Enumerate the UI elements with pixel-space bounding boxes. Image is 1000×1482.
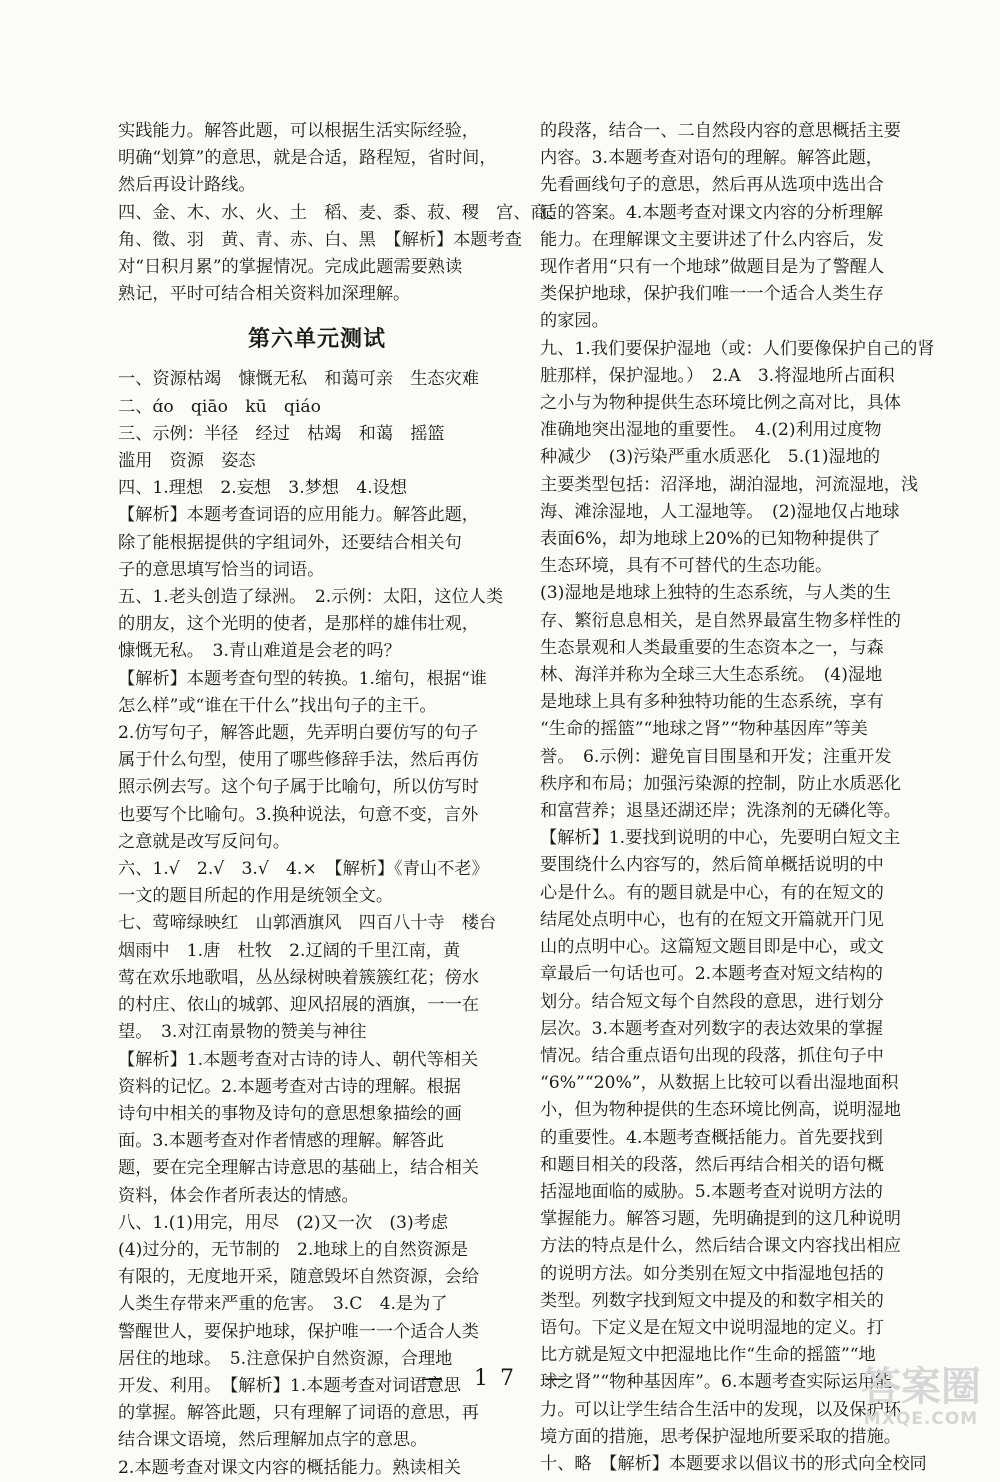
text-line: 准确地突出湿地的重要性。 4.(2)利用过度物 [540,420,882,441]
text-line: 八、1.(1)用完，用尽 (2)又一次 (3)考虑 [118,1212,449,1233]
text-line: 九、1.我们要保护湿地（或：人们要像保护自己的肾 [540,338,935,359]
text-line: 烟雨中 1.唐 杜牧 2.辽阔的千里江南，黄 [118,940,461,961]
text-line: 结尾处点明中心，也有的在短文开篇就开门见 [540,909,884,930]
text-line: 二、ɑ́o qiāo kū qiáo [118,396,321,417]
text-line: 角、徵、羽 黄、青、赤、白、黑 【解析】本题考查 [118,229,522,250]
intro-lines [118,118,516,200]
text-line: 然后再设计路线。 [118,175,256,196]
text-line: 滥用 资源 姿态 [118,451,256,472]
text-line: 脏那样，保护湿地。） 2.A 3.将湿地所占面积 [540,365,895,386]
text-line: 的段落，结合一、二自然段内容的意思概括主要 [540,121,901,141]
text-line: 小，但为物种提供的生态环境比例高，说明湿地 [540,1100,901,1121]
text-line: 警醒世人，要保护地球，保护唯一一个适合人类 [118,1321,479,1342]
text-line: 现作者用“只有一个地球”做题目是为了警醒人 [540,257,885,278]
text-line: 海、滩涂湿地，人工湿地等。 (2)湿地仅占地球 [540,501,900,522]
text-line: 存、繁衍息息相关，是自然界最富生物多样性的 [540,610,901,631]
text-line: 的村庄、依山的城郭、迎风招展的酒旗，一一在 [118,995,479,1016]
text-line: 适的答案。4.本题考查对课文内容的分析理解 [540,202,883,223]
text-line: 类型。列数字找到短文中提及的和数字相关的 [540,1290,884,1311]
text-line: 开发、利用。 【解析】1.本题考查对词语意思 [118,1375,461,1396]
text-line: 的掌握。解答此题，只有理解了词语的意思，再 [118,1403,479,1424]
text-line: (4)过分的，无节制的 2.地球上的自然资源是 [118,1239,469,1260]
text-line: 语句。下定义是在短文中说明湿地的定义。打 [540,1317,884,1338]
text-line: 诗句中相关的事物及诗句的意思想象描绘的画 [118,1103,462,1124]
text-line: 七、莺啼绿映红 山郭酒旗风 四百八十寺 楼台 [118,913,497,934]
text-line: 情况。结合重点语句出现的段落，抓住句子中 [540,1045,884,1066]
text-line: 2.仿写句子，解答此题，先弄明白要仿写的句子 [118,723,479,744]
text-line: 莺在欢乐地歌唱，丛丛绿树映着簇簇红花；傍水 [118,967,479,988]
text-line: 比方就是短文中把湿地比作“生命的摇篮”“地 [540,1345,876,1366]
text-line: 生态景观和人类最重要的生态资本之一，与森 [540,637,884,658]
text-line: 结合课文语境，然后理解加点字的意思。 [118,1430,428,1451]
page-number: — 17 — [421,1366,579,1391]
text-line: 人类生存带来严重的危害。 3.C 4.是为了 [118,1294,448,1315]
text-line: 境方面的措施，思考保护湿地所要采取的措施。 [540,1426,901,1447]
text-line: 居住的地球。 5.注意保护自然资源，合理地 [118,1348,453,1369]
text-line: 和题目相关的段落，然后再结合相关的语句概 [540,1154,884,1175]
text-line: 【解析】1.本题考查对古诗的诗人、朝代等相关 [118,1049,479,1070]
text-line: “6%”“20%”，从数据上比较可以看出湿地面积 [540,1073,899,1094]
text-line: 三、示例：半径 经过 枯竭 和蔼 摇篮 [118,423,445,444]
text-line: 山的点明中心。这篇短文题目即是中心，或文 [540,937,884,958]
text-line: 四、金、木、水、火、土 稻、麦、黍、菽、稷 宫、商、 [118,202,565,223]
text-line: 有限的，无度地开采，随意毁坏自然资源，会给 [118,1267,479,1288]
text-line: 和富营养；退垦还湖还岸；洗涤剂的无磷化等。 [540,801,901,822]
text-line: 也要写个比喻句。3.换种说法，句意不变，言外 [118,804,479,825]
text-line: 能力。在理解课文主要讲述了什么内容后，发 [540,229,884,250]
text-line: 划分。结合短文每个自然段的意思，进行划分 [540,991,884,1012]
text-line: 【解析】本题考查词语的应用能力。解答此题， [118,505,479,526]
text-line: 照示例去写。这个句子属于比喻句，所以仿写时 [118,777,479,798]
text-line: 2.本题考查对课文内容的概括能力。熟读相关 [118,1457,461,1478]
left-column [118,118,565,1482]
text-line: 资料的记忆。2.本题考查对古诗的理解。根据 [118,1076,461,1097]
text-line: 属于什么句型，使用了哪些修辞手法，然后再仿 [118,750,479,771]
text-line: 心是什么。有的题目就是中心，有的在短文的 [540,882,884,903]
text-line: 熟记，平时可结合相关资料加深理解。 [118,284,411,305]
text-line: 题，要在完全理解古诗意思的基础上，结合相关 [118,1158,479,1179]
text-line: 种减少 (3)污染严重水质恶化 5.(1)湿地的 [540,447,881,468]
text-line: 四、1.理想 2.妄想 3.梦想 4.设想 [118,478,408,499]
text-line: 面。3.本题考查对作者情感的理解。解答此 [118,1131,444,1152]
text-line: 层次。3.本题考查对列数字的表达效果的掌握 [540,1018,883,1039]
text-line: 之小与为物种提供生态环境比例之高对比，具体 [540,393,901,414]
text-line: 的说明方法。如分类别在短文中指湿地包括的 [540,1263,884,1284]
text-line: 掌握能力。解答习题，先明确提到的这几种说明 [540,1209,901,1230]
text-line: 六、1.√ 2.√ 3.√ 4.× 【解析】《青山不老》 [118,859,489,880]
section-four-previous [118,200,565,309]
text-line: 一、资源枯竭 慷慨无私 和蔼可亲 生态灾难 [118,369,479,390]
text-line: 五、1.老头创造了绿洲。 2.示例：太阳，这位人类 [118,587,504,608]
text-line: 的重要性。4.本题考查概括能力。首先要找到 [540,1127,883,1148]
unit-six-answers [118,366,516,1481]
watermark-top: 答案圈 [861,1364,981,1410]
watermark-logo [856,1365,986,1435]
text-line: 林、海洋并称为全球三大生态系统。 (4)湿地 [540,665,883,686]
text-line: 慷慨无私。 3.青山难道是会老的吗？ [118,641,401,662]
unit-title: 第六单元测试 [247,327,386,353]
text-line: 类保护地球，保护我们唯一一个适合人类生存 [540,284,884,305]
text-line: 内容。3.本题考查对语句的理解。解答此题， [540,148,883,169]
right-column [540,118,935,1478]
text-line: 资料，体会作者所表达的情感。 [118,1185,359,1206]
text-line: 生态环境，具有不可替代的生态功能。 [540,556,833,577]
text-line: 十、略 【解析】本题要求以倡议书的形式向全校同 [540,1453,927,1474]
text-line: 誉。 6.示例：避免盲目围垦和开发；注重开发 [540,746,892,767]
text-line: 章最后一句话也可。2.本题考查对短文结构的 [540,964,883,985]
text-line: 主要类型包括：沼泽地，湖泊湿地，河流湿地，浅 [540,474,919,495]
text-line: (3)湿地是地球上独特的生态系统，与人类的生 [540,583,891,604]
text-line: 力。可以让学生结合生活中的发现，以及保护环 [540,1399,901,1420]
text-line: 对“日积月累”的掌握情况。完成此题需要熟读 [118,257,463,278]
text-line: 的朋友，这个光明的使者，是那样的雄伟壮观， [118,614,479,635]
text-line: 望。 3.对江南景物的赞美与神往 [118,1022,367,1043]
text-line: 【解析】本题考查句型的转换。1.缩句，根据“谁 [118,668,487,689]
text-line: 先看画线句子的意思，然后再从选项中选出合 [540,175,884,196]
text-line: 要围绕什么内容写的，然后简单概括说明的中 [540,855,884,876]
text-line: 球之肾”“物种基因库”。6.本题考查实际运用能 [540,1372,893,1393]
text-line: 表面6%，却为地球上20%的已知物种提供了 [540,529,881,550]
text-line: 实践能力。解答此题，可以根据生活实际经验， [118,121,479,141]
text-line: 秩序和布局；加强污染源的控制，防止水质恶化 [540,773,901,794]
watermark-bottom: MXQE.COM [863,1409,979,1429]
text-line: 除了能根据提供的字组词外，还要结合相关句 [118,532,462,553]
text-line: 的家园。 [540,311,609,332]
text-line: 括湿地面临的威胁。5.本题考查对说明方法的 [540,1181,883,1202]
text-line: 方法的特点是什么，然后结合课文内容找出相应 [540,1236,901,1257]
right-column-lines [540,118,935,1478]
text-line: 明确“划算”的意思，就是合适，路程短，省时间， [118,148,497,169]
text-line: “生命的摇篮”“地球之肾”“物种基因库”等美 [540,719,868,740]
text-line: 【解析】1.要找到说明的中心，先要明白短文主 [540,828,901,849]
text-line: 是地球上具有多种独特功能的生态系统，享有 [540,692,884,713]
text-line: 之意就是改写反问句。 [118,831,290,852]
text-line: 怎么样”或“谁在干什么”找出句子的主干。 [118,695,437,716]
text-line: 一文的题目所起的作用是统领全文。 [118,886,394,907]
text-line: 子的意思填写恰当的词语。 [118,559,325,580]
